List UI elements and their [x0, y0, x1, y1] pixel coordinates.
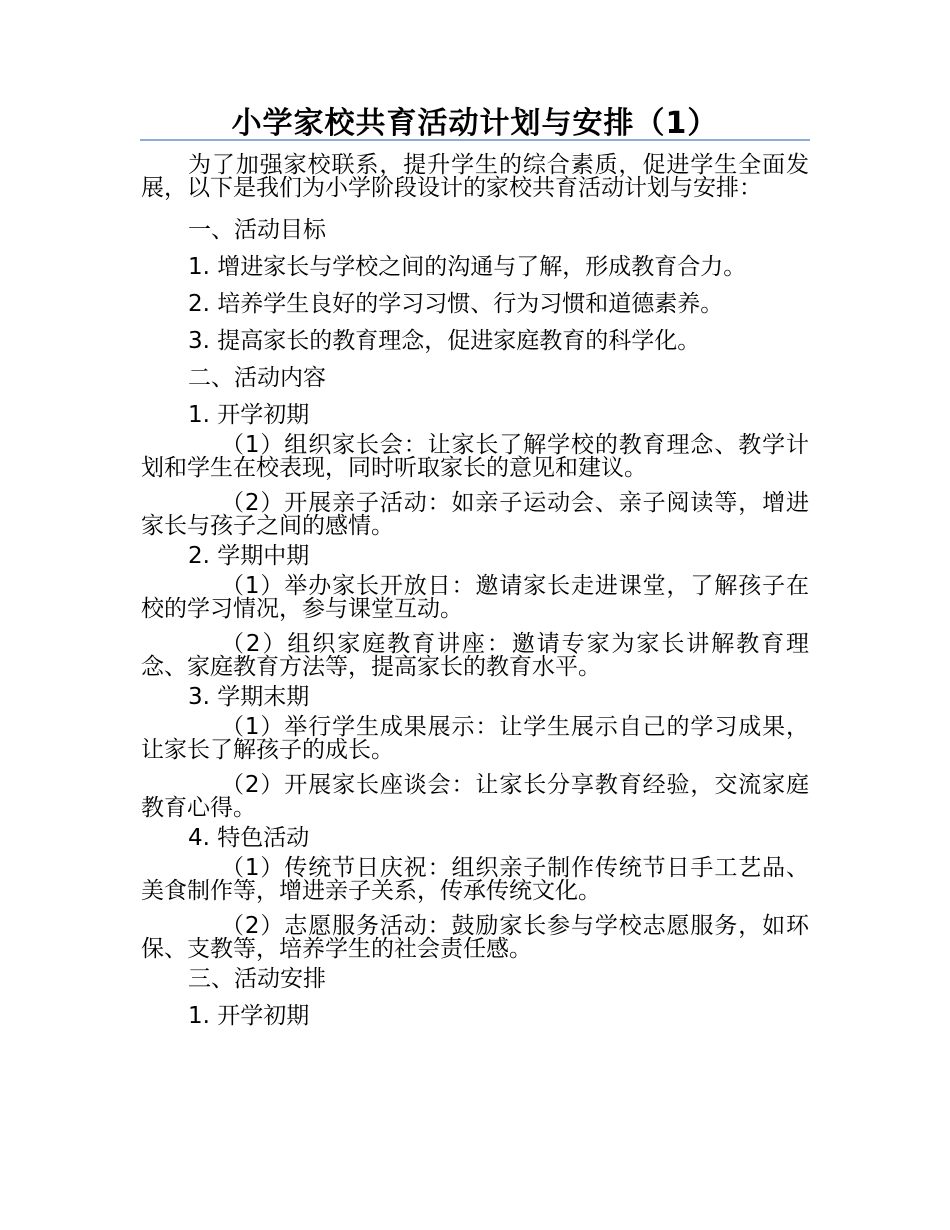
goal-item: 2. 培养学生良好的学习习惯、行为习惯和道德素养。	[188, 291, 724, 317]
schedule-item: 1. 开学初期	[188, 1003, 310, 1029]
document-title: 小学家校共育活动计划与安排（1）	[231, 106, 719, 141]
phase-item: （1）举行学生成果展示：让学生展示自己的学习成果，让家长了解孩子的成长。	[141, 714, 809, 763]
goal-item: 3. 提高家长的教育理念，促进家庭教育的科学化。	[188, 328, 701, 354]
phase-item: （2）组织家庭教育讲座：邀请专家为家长讲解教育理念、家庭教育方法等，提高家长的教育水平。	[141, 631, 809, 680]
phase-heading: 1. 开学初期	[188, 402, 310, 428]
intro-paragraph: 为了加强家校联系，提升学生的综合素质，促进学生全面发展，以下是我们为小学阶段设计的家校共育活动计划与安排：	[141, 152, 809, 201]
section-heading-content: 二、活动内容	[188, 365, 326, 391]
phase-item: （2）开展亲子活动：如亲子运动会、亲子阅读等，增进家长与孩子之间的感情。	[141, 490, 809, 539]
title-underline	[140, 139, 810, 141]
phase-item: （2）开展家长座谈会：让家长分享教育经验，交流家庭教育心得。	[141, 772, 809, 821]
section-heading-schedule: 三、活动安排	[188, 966, 326, 992]
section-heading-goals: 一、活动目标	[188, 217, 326, 243]
goal-item: 1. 增进家长与学校之间的沟通与了解，形成教育合力。	[188, 254, 747, 280]
document-body	[141, 154, 809, 1035]
phase-heading: 3. 学期末期	[188, 684, 310, 710]
phase-item: （1）传统节日庆祝：组织亲子制作传统节日手工艺品、美食制作等，增进亲子关系，传承传统文化。	[141, 855, 809, 904]
phase-heading: 2. 学期中期	[188, 543, 310, 569]
phase-item: （1）举办家长开放日：邀请家长走进课堂，了解孩子在校的学习情况，参与课堂互动。	[141, 573, 809, 622]
phase-item: （1）组织家长会：让家长了解学校的教育理念、教学计划和学生在校表现，同时听取家长的意见和建议。	[141, 432, 809, 481]
phase-item: （2）志愿服务活动：鼓励家长参与学校志愿服务，如环保、支教等，培养学生的社会责任感。	[141, 913, 809, 962]
phase-heading: 4. 特色活动	[188, 825, 310, 851]
